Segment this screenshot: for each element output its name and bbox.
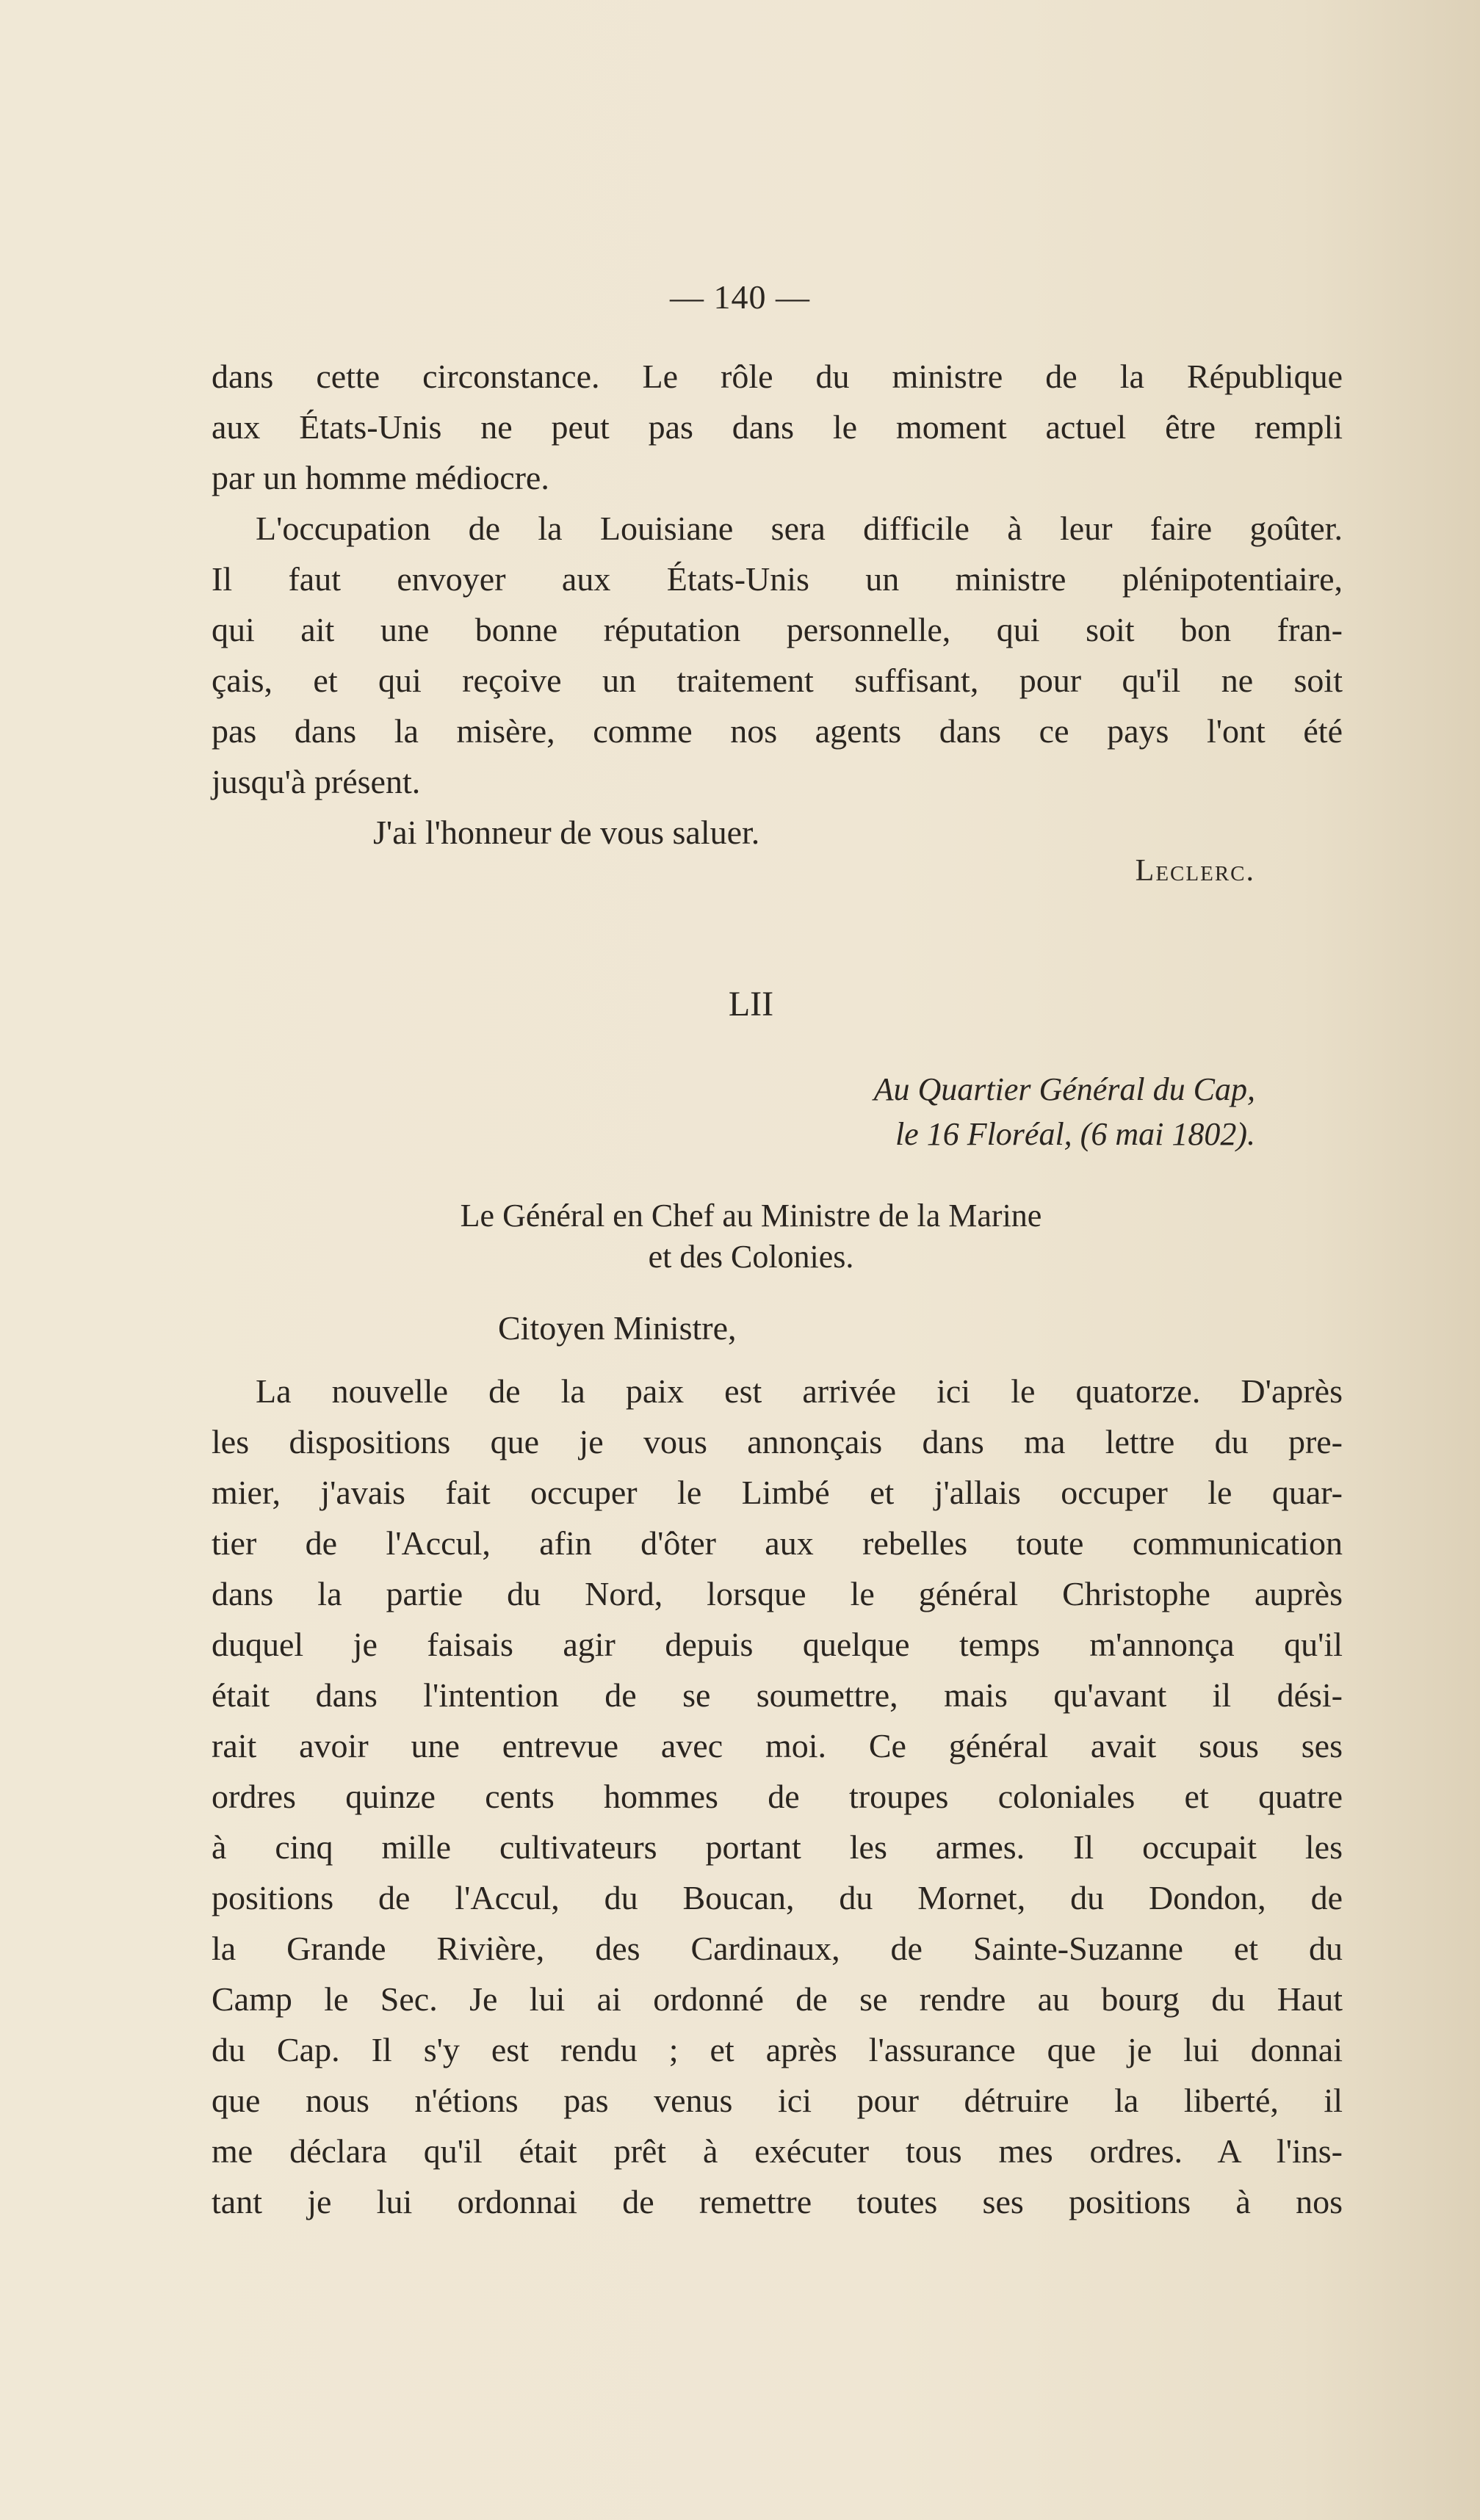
signature: Leclerc.: [1135, 854, 1255, 888]
salutation: Citoyen Ministre,: [498, 1309, 737, 1347]
text-line: duquel je faisais agir depuis quelque temps m'annonça qu'il: [212, 1626, 1343, 1663]
text-line: me déclara qu'il était prêt à exécuter tous mes ordres. A l'ins-: [212, 2132, 1343, 2170]
text-line: positions de l'Accul, du Boucan, du Mornet, du Dondon, de: [212, 1879, 1343, 1916]
paragraph-2: [212, 503, 1343, 807]
text-line: rait avoir une entrevue avec moi. Ce général avait sous ses: [212, 1727, 1343, 1764]
addressee-line-2: et des Colonies.: [648, 1239, 854, 1275]
text-line: du Cap. Il s'y est rendu ; et après l'assurance que je lui donnai: [212, 2031, 1343, 2068]
text-line: jusqu'à présent.: [212, 763, 421, 800]
text-line: tier de l'Accul, afin d'ôter aux rebelles toute communication: [212, 1524, 1343, 1562]
letter-number: LII: [728, 985, 774, 1024]
text-line: les dispositions que je vous annonçais dans ma lettre du pre-: [212, 1423, 1343, 1460]
text-line: aux États-Unis ne peut pas dans le moment actuel être rempli: [212, 408, 1343, 446]
text-line: ordres quinze cents hommes de troupes coloniales et quatre: [212, 1778, 1343, 1815]
text-line: par un homme médiocre.: [212, 459, 549, 496]
text-line: L'occupation de la Louisiane sera difficile à leur faire goûter.: [256, 510, 1343, 547]
text-line: çais, et qui reçoive un traitement suffisant, pour qu'il ne soit: [212, 662, 1343, 699]
page-number: — 140 —: [670, 278, 810, 316]
paragraph-3: [212, 1366, 1343, 2227]
text-line: à cinq mille cultivateurs portant les armes. Il occupait les: [212, 1828, 1343, 1866]
closing-line: J'ai l'honneur de vous saluer.: [373, 814, 760, 851]
text-line: que nous n'étions pas venus ici pour détruire la liberté, il: [212, 2082, 1343, 2119]
text-line: mier, j'avais fait occuper le Limbé et j'allais occuper le quar-: [212, 1474, 1343, 1511]
text-line: Camp le Sec. Je lui ai ordonné de se rendre au bourg du Haut: [212, 1980, 1343, 2018]
closing-formula: [212, 807, 1343, 858]
text-line: La nouvelle de la paix est arrivée ici le quatorze. D'après: [256, 1372, 1343, 1410]
text-line: la Grande Rivière, des Cardinaux, de Sainte-Suzanne et du: [212, 1930, 1343, 1967]
text-line: tant je lui ordonnai de remettre toutes ses positions à nos: [212, 2183, 1343, 2220]
text-line: dans la partie du Nord, lorsque le général Christophe auprès: [212, 1575, 1343, 1612]
text-line: Il faut envoyer aux États-Unis un ministre plénipotentiaire,: [212, 560, 1343, 598]
place-line: Au Quartier Général du Cap,: [873, 1071, 1255, 1107]
paragraph-1: [212, 351, 1343, 503]
text-line: qui ait une bonne réputation personnelle, qui soit bon fran-: [212, 611, 1343, 648]
date-line: le 16 Floréal, (6 mai 1802).: [895, 1116, 1255, 1152]
text-line: pas dans la misère, comme nos agents dans ce pays l'ont été: [212, 712, 1343, 750]
text-line: dans cette circonstance. Le rôle du ministre de la République: [212, 358, 1343, 395]
addressee-line-1: Le Général en Chef au Ministre de la Marine: [460, 1198, 1042, 1234]
text-line: était dans l'intention de se soumettre, mais qu'avant il dési-: [212, 1676, 1343, 1714]
